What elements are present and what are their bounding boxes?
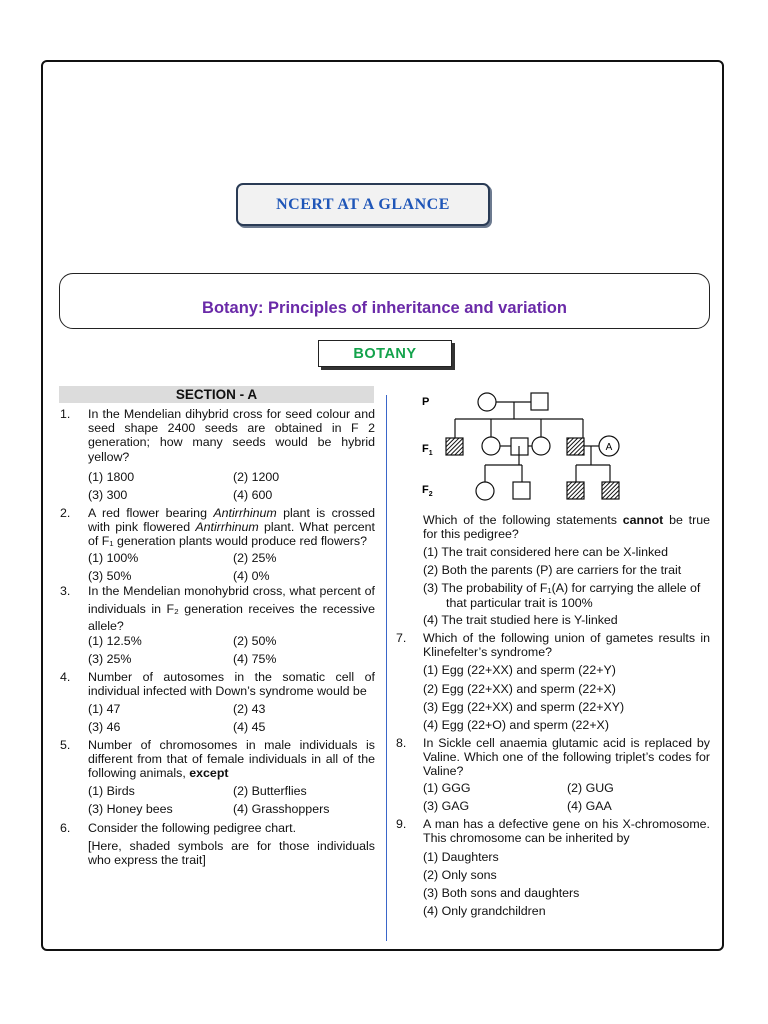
option: (3) Honey bees <box>88 802 173 816</box>
question-number: 3. <box>60 584 71 598</box>
question-7 <box>396 631 710 661</box>
option: (2) 1200 <box>233 470 280 484</box>
option: (4) GAA <box>567 799 612 813</box>
option: (4) Egg (22+O) and sperm (22+X) <box>423 718 609 732</box>
question-number: 4. <box>60 670 71 684</box>
f2-female-symbol <box>476 482 494 500</box>
question-note: [Here, shaded symbols are for those individuals who express the trait] <box>88 839 375 868</box>
question-9 <box>396 817 710 847</box>
question-6 <box>60 821 376 837</box>
chapter-title-box <box>59 273 710 329</box>
section-header <box>59 386 374 403</box>
question-number: 6. <box>60 821 71 835</box>
f2-affected-male-symbol-2 <box>602 482 619 499</box>
question-5 <box>60 738 376 783</box>
question-text: In the Mendelian monohybrid cross, what percent of individuals in F₂ generation receives the recessive allele? <box>88 584 375 633</box>
question-3 <box>60 583 376 633</box>
f1-affected-male-symbol <box>446 438 463 455</box>
option: (3) 46 <box>88 720 121 734</box>
section-title: SECTION - A <box>175 387 258 402</box>
question-number: 7. <box>396 631 407 645</box>
option: (1) 100% <box>88 551 139 565</box>
option: (3) 300 <box>88 488 128 502</box>
option: (2) Butterflies <box>233 784 307 798</box>
question-2 <box>60 506 376 551</box>
parent-male-symbol <box>531 393 548 410</box>
option: (3) 50% <box>88 569 132 583</box>
option: (3) Egg (22+XX) and sperm (22+XY) <box>423 700 625 714</box>
option-continued: that particular trait is 100% <box>446 596 593 610</box>
question-6-stem: Which of the following statements cannot be true for this pedigree? <box>423 513 710 542</box>
f1-female-symbol <box>482 437 500 455</box>
option: (4) The trait studied here is Y-linked <box>423 613 618 627</box>
option: (3) The probability of F₁(A) for carrying the allele of <box>423 581 701 595</box>
label-p: P <box>422 396 430 408</box>
subject-label: BOTANY <box>353 345 417 362</box>
chapter-title: Botany: Principles of inheritance and variation <box>202 298 567 317</box>
question-number: 9. <box>396 817 407 831</box>
option: (2) Only sons <box>423 868 497 882</box>
question-number: 2. <box>60 506 71 520</box>
option: (4) 600 <box>233 488 273 502</box>
option: (2) 43 <box>233 702 266 716</box>
option: (2) Both the parents (P) are carriers for the trait <box>423 563 682 577</box>
question-8 <box>396 736 710 781</box>
option: (1) 47 <box>88 702 121 716</box>
question-text: Number of autosomes in the somatic cell of individual infected with Down’s syndrome would be <box>88 670 375 699</box>
question-text: In the Mendelian dihybrid cross for seed colour and seed shape 2400 seeds are obtained in F 2 generation; how many seeds would be hybrid yellow? <box>88 407 375 464</box>
option: (1) 1800 <box>88 470 135 484</box>
option: (1) The trait considered here can be X-linked <box>423 545 668 559</box>
f1-female-symbol-2 <box>532 437 550 455</box>
option: (2) 50% <box>233 634 277 648</box>
option: (2) GUG <box>567 781 614 795</box>
subject-label-box <box>318 340 452 367</box>
option: (3) GAG <box>423 799 470 813</box>
question-number: 1. <box>60 407 71 421</box>
option: (2) 25% <box>233 551 277 565</box>
option: (4) 75% <box>233 652 277 666</box>
question-text: A red flower bearing Antirrhinum plant is crossed with pink flowered Antirrhinum plant. What percent of F₁ generation plants would produce red flowers? <box>88 506 375 549</box>
option: (1) 12.5% <box>88 634 142 648</box>
question-text: Which of the following union of gametes results in Klinefelter’s syndrome? <box>423 631 710 660</box>
option: (1) Birds <box>88 784 135 798</box>
option: (1) GGG <box>423 781 471 795</box>
option: (2) Egg (22+XX) and sperm (22+X) <box>423 682 616 696</box>
question-text: Number of chromosomes in male individuals is different from that of female individuals in all of the following animals, except <box>88 738 375 781</box>
option: (4) 0% <box>233 569 270 583</box>
pedigree-chart <box>418 385 638 503</box>
ncert-banner <box>236 183 490 226</box>
question-text: In Sickle cell anaemia glutamic acid is replaced by Valine. Which one of the following triplet’s codes for Valine? <box>423 736 710 779</box>
label-f2: $F_2$ <box>422 484 433 498</box>
f2-male-symbol <box>513 482 530 499</box>
option: (3) 25% <box>88 652 132 666</box>
label-a: A <box>605 442 613 453</box>
question-text: Consider the following pedigree chart. <box>88 821 297 835</box>
option: (4) 45 <box>233 720 266 734</box>
option: (1) Daughters <box>423 850 499 864</box>
question-text: A man has a defective gene on his X-chromosome. This chromosome can be inherited by <box>423 817 710 846</box>
f2-affected-male-symbol <box>567 482 584 499</box>
question-number: 5. <box>60 738 71 752</box>
parent-female-symbol <box>478 393 496 411</box>
option: (4) Only grandchildren <box>423 904 546 918</box>
option: (4) Grasshoppers <box>233 802 330 816</box>
label-f1: $F_1$ <box>422 443 433 457</box>
ncert-banner-text: NCERT AT A GLANCE <box>276 195 450 213</box>
column-divider <box>386 395 387 941</box>
question-1 <box>60 407 376 467</box>
f1-affected-male-symbol-2 <box>567 438 584 455</box>
option: (1) Egg (22+XX) and sperm (22+Y) <box>423 663 616 677</box>
question-number: 8. <box>396 736 407 750</box>
question-4 <box>60 670 376 700</box>
option: (3) Both sons and daughters <box>423 886 580 900</box>
